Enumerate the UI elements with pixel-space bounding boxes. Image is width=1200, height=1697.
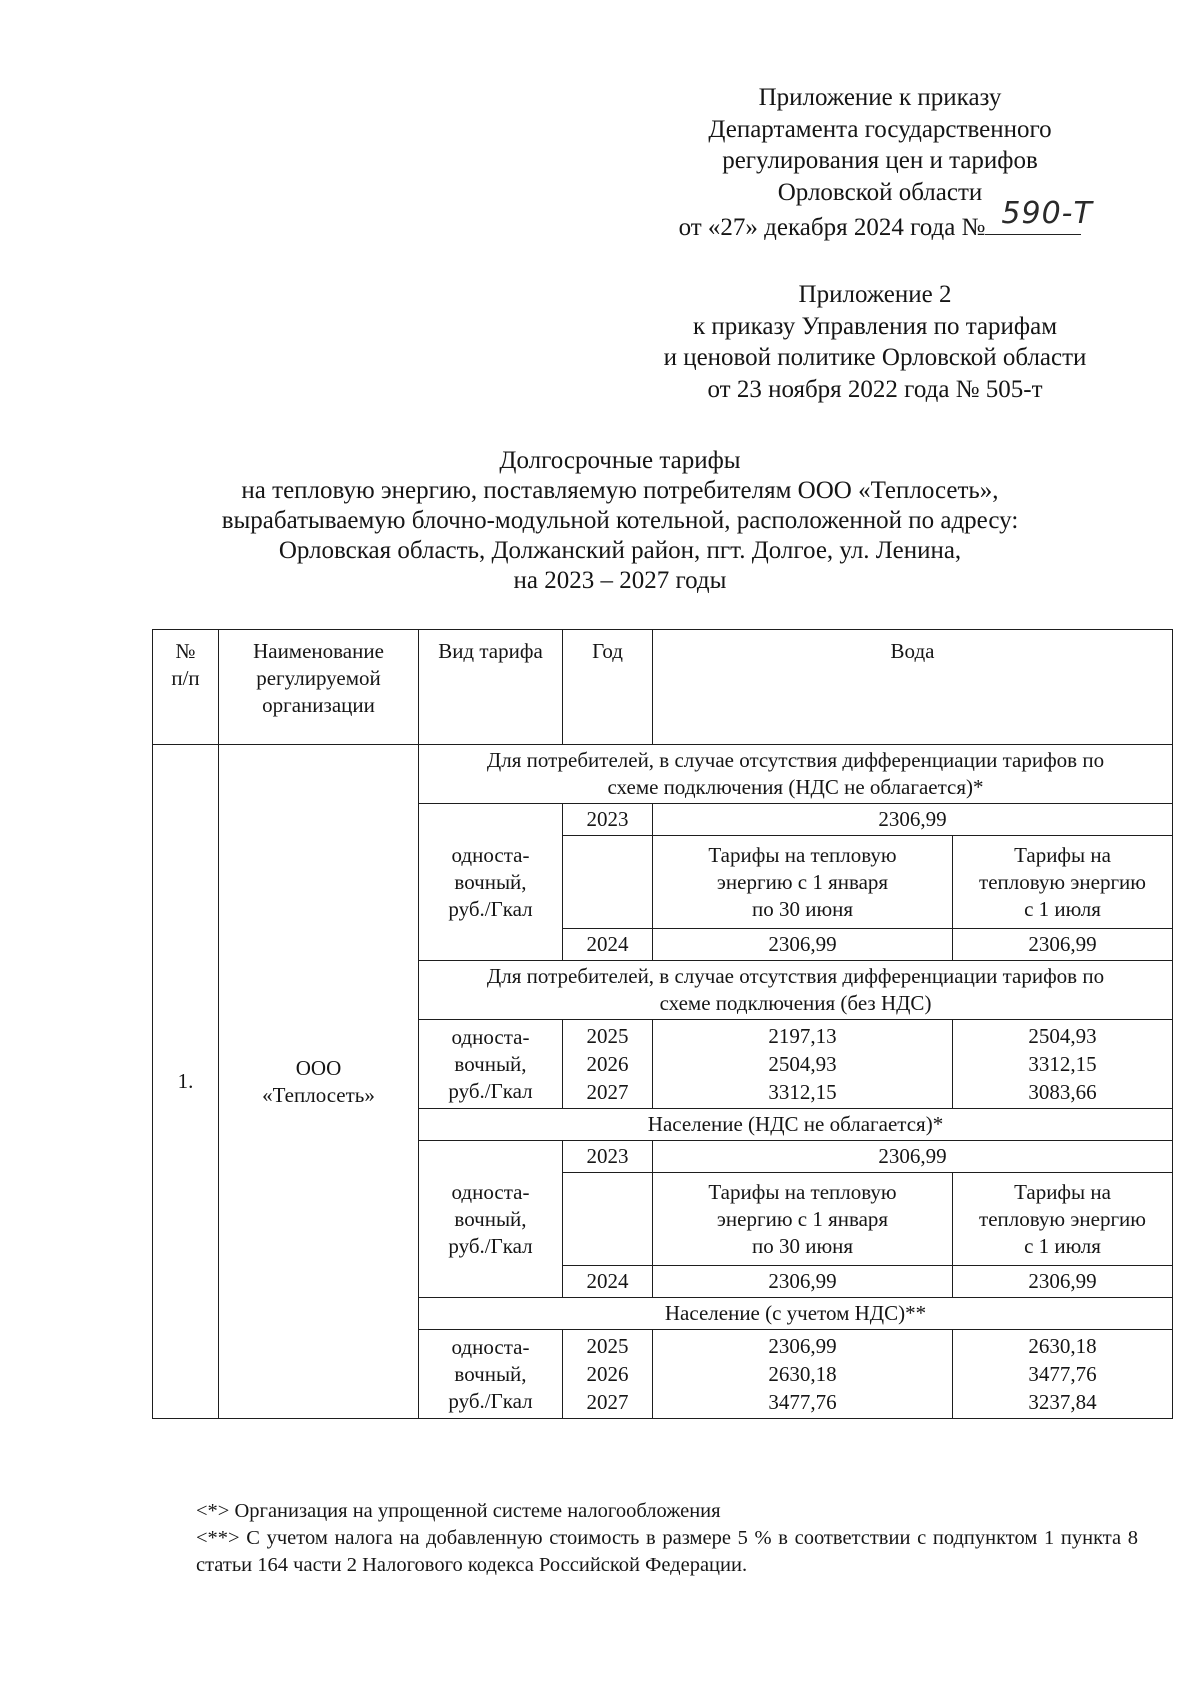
organization-name-line: «Теплосеть» — [262, 1082, 375, 1107]
tariff-type-line: вочный, — [454, 1361, 527, 1386]
section-heading-line: Для потребителей, в случае отсутствия дифференциации тарифов по — [486, 964, 1105, 988]
title-line: Долгосрочные тарифы — [499, 447, 741, 474]
column-header-year: Год — [563, 630, 653, 745]
year-value: 2026 — [586, 1362, 629, 1386]
subheader-line: по 30 июня — [751, 1233, 854, 1258]
value-cell: 2306,99 — [653, 929, 953, 961]
value-list-first-half — [653, 1020, 953, 1109]
value-cell: 2306,99 — [653, 804, 1173, 836]
year-list — [563, 1020, 653, 1109]
section-heading: Население (НДС не облагается)* — [419, 1109, 1173, 1141]
year-cell-empty — [563, 836, 653, 929]
organization-name-line: ООО — [295, 1055, 342, 1080]
footnotes — [196, 1498, 1138, 1579]
subheader-first-half — [653, 836, 953, 929]
year-value: 2025 — [586, 1024, 629, 1048]
value-cell: 2306,99 — [653, 1266, 953, 1298]
footnote-simplified-tax: <*> Организация на упрощенной системе налогообложения — [196, 1500, 721, 1522]
subheader-line: с 1 июля — [1024, 1233, 1101, 1258]
year-value: 2026 — [586, 1052, 629, 1076]
order-number-handwritten: 590-Т — [1001, 196, 1093, 231]
subheader-second-half — [953, 836, 1173, 929]
title-line: на тепловую энергию, поставляемую потребителям ООО «Теплосеть», — [241, 477, 999, 504]
value-list-first-half — [653, 1330, 953, 1419]
section-heading — [419, 961, 1173, 1020]
tariff-type-line: вочный, — [454, 1051, 527, 1076]
column-header-water: Вода — [653, 630, 1173, 745]
section-heading-line: Для потребителей, в случае отсутствия дифференциации тарифов по — [486, 748, 1105, 772]
tariff-value: 3477,76 — [768, 1390, 837, 1414]
column-header-num — [153, 630, 219, 745]
tariff-value: 2630,18 — [1028, 1334, 1097, 1358]
tariff-type — [419, 1330, 563, 1419]
value-cell: 2306,99 — [953, 1266, 1173, 1298]
appendix-header — [640, 82, 1120, 244]
order-number-blank — [985, 196, 1093, 235]
subheader-line: Тарифы на — [1014, 1179, 1111, 1204]
title-line: Орловская область, Должанский район, пгт. Долгое, ул. Ленина, — [278, 537, 962, 564]
tariff-table — [152, 629, 1173, 1419]
year-cell: 2023 — [563, 804, 653, 836]
subheader-first-half — [653, 1173, 953, 1266]
tariff-type-line: руб./Гкал — [448, 1233, 533, 1258]
table-header-row — [153, 630, 1173, 745]
subheader-second-half — [953, 1173, 1173, 1266]
tariff-type-line: односта- — [451, 1334, 530, 1359]
subheader-line: по 30 июня — [751, 896, 854, 921]
organization-name — [219, 745, 419, 1419]
year-cell-empty — [563, 1173, 653, 1266]
column-header-text: организации — [262, 693, 375, 717]
section-heading — [419, 745, 1173, 804]
title-line: на 2023 – 2027 годы — [513, 567, 727, 594]
tariff-value: 2197,13 — [768, 1024, 837, 1048]
section-heading: Население (с учетом НДС)** — [419, 1298, 1173, 1330]
subheader-line: энергию с 1 января — [716, 869, 889, 894]
order-date-line — [640, 196, 1120, 244]
tariff-value: 3312,15 — [1028, 1052, 1097, 1076]
row-number: 1. — [153, 745, 219, 1419]
column-header-text: Наименование — [253, 639, 384, 663]
tariff-value: 2630,18 — [768, 1362, 837, 1386]
tariff-value: 3477,76 — [1028, 1362, 1097, 1386]
value-list-second-half — [953, 1020, 1173, 1109]
tariff-value: 3312,15 — [768, 1080, 837, 1104]
tariff-value: 2504,93 — [1028, 1024, 1097, 1048]
appendix-header-line: Орловской области — [777, 178, 983, 206]
table-row — [153, 745, 1173, 804]
document-title — [180, 446, 1060, 596]
tariff-type-line: односта- — [451, 842, 530, 867]
subheader-line: Тарифы на — [1014, 842, 1111, 867]
section-heading-line: схеме подключения (без НДС) — [659, 991, 932, 1015]
appendix-header-line: Приложение к приказу — [758, 84, 1002, 111]
tariff-type-line: односта- — [451, 1024, 530, 1049]
tariff-type-line: вочный, — [454, 1206, 527, 1231]
value-cell: 2306,99 — [953, 929, 1173, 961]
year-value: 2027 — [586, 1080, 629, 1104]
appendix-header-line: регулирования цен и тарифов — [722, 147, 1038, 174]
subheader-line: Тарифы на тепловую — [708, 1179, 897, 1204]
section-heading-line: схеме подключения (НДС не облагается)* — [607, 775, 984, 799]
year-cell: 2023 — [563, 1141, 653, 1173]
year-cell: 2024 — [563, 1266, 653, 1298]
subheader-line: Тарифы на тепловую — [708, 842, 897, 867]
subheader-line: тепловую энергию — [979, 1206, 1146, 1231]
appendix2-header-line: к приказу Управления по тарифам — [692, 312, 1058, 340]
column-header-org — [219, 630, 419, 745]
appendix2-header-line: от 23 ноября 2022 года № 505-т — [707, 375, 1043, 403]
tariff-type — [419, 1141, 563, 1298]
subheader-line: тепловую энергию — [979, 869, 1146, 894]
title-line: вырабатываемую блочно-модульной котельной, расположенной по адресу: — [221, 507, 1019, 534]
order-date: от «27» декабря 2024 года № — [678, 214, 986, 241]
year-value: 2025 — [586, 1334, 629, 1358]
value-cell: 2306,99 — [653, 1141, 1173, 1173]
tariff-type-line: руб./Гкал — [448, 1388, 533, 1413]
column-header-text: п/п — [171, 666, 200, 690]
appendix2-header — [590, 279, 1160, 405]
tariff-value: 3083,66 — [1028, 1080, 1097, 1104]
footnote-vat: <**> С учетом налога на добавленную стоимость в размере 5 % в соответствии с подпунктом 1 пункта 8 статьи 164 части 2 Налогового кодекса Российской Федерации. — [196, 1527, 1138, 1576]
tariff-type-line: руб./Гкал — [448, 1078, 533, 1103]
appendix-header-line: Департамента государственного — [708, 115, 1052, 143]
value-list-second-half — [953, 1330, 1173, 1419]
tariff-value: 3237,84 — [1028, 1390, 1097, 1414]
appendix2-header-line: Приложение 2 — [798, 281, 952, 308]
year-value: 2027 — [586, 1390, 629, 1414]
subheader-line: с 1 июля — [1024, 896, 1101, 921]
tariff-type-line: руб./Гкал — [448, 896, 533, 921]
tariff-value: 2504,93 — [768, 1052, 837, 1076]
year-cell: 2024 — [563, 929, 653, 961]
tariff-type-line: односта- — [451, 1179, 530, 1204]
column-header-text: регулируемой — [256, 666, 381, 690]
column-header-type: Вид тарифа — [419, 630, 563, 745]
tariff-type — [419, 804, 563, 961]
year-list — [563, 1330, 653, 1419]
subheader-line: энергию с 1 января — [716, 1206, 889, 1231]
tariff-type — [419, 1020, 563, 1109]
column-header-text: № — [175, 639, 196, 663]
tariff-value: 2306,99 — [768, 1334, 837, 1358]
appendix2-header-line: и ценовой политике Орловской области — [663, 344, 1087, 371]
tariff-type-line: вочный, — [454, 869, 527, 894]
